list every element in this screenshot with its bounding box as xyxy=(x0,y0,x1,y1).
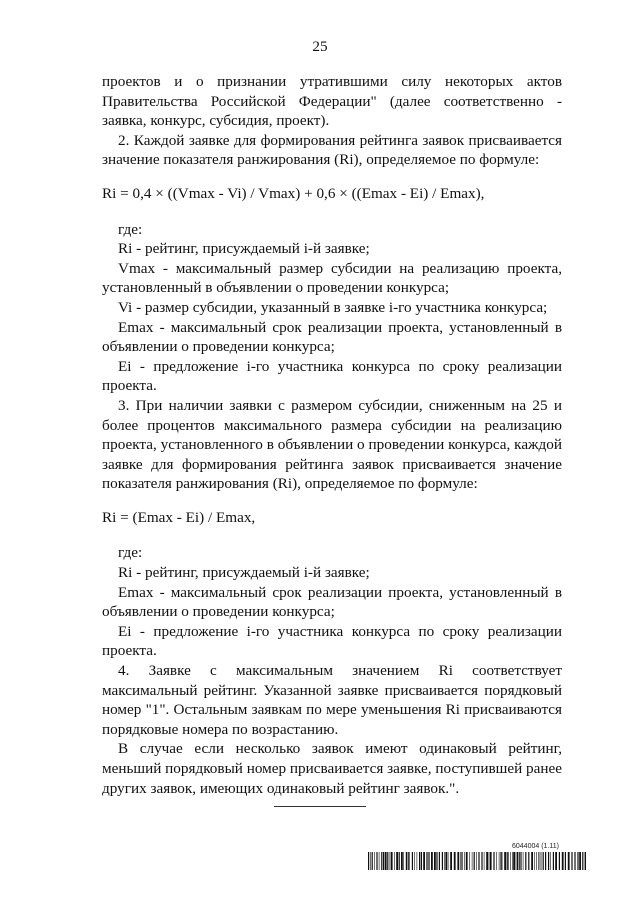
definition-vmax: Vmax - максимальный размер субсидии на реализацию проекта, установленный в объявлении о проведении конкурса; xyxy=(102,259,562,297)
definition-ri-1: Ri - рейтинг, присуждаемый i-й заявке; xyxy=(118,240,370,258)
definition-vi: Vi - размер субсидии, указанный в заявке i-го участника конкурса; xyxy=(118,298,548,316)
barcode xyxy=(368,852,586,870)
document-code: 6044004 (1.11) xyxy=(512,843,559,850)
paragraph-item-3: 3. При наличии заявки с размером субсидии, сниженным на 25 и более процентов максимального размера субсидии на реализацию проекта, установленного в объявлении о проведении конкурса, каждой заявке для формирования рейтинга заявок присваивается значение показателя ранжирования (Ri), определяемое по формуле: xyxy=(102,396,562,493)
where-label-2: где: xyxy=(118,544,143,562)
where-label-1: где: xyxy=(118,220,143,238)
definition-emax-1: Emax - максимальный срок реализации проекта, установленный в объявлении о проведении конкурса; xyxy=(102,318,562,356)
separator-line xyxy=(274,806,366,807)
definition-ei-2: Ei - предложение i-го участника конкурса по сроку реализации проекта. xyxy=(102,622,562,660)
definition-ri-2: Ri - рейтинг, присуждаемый i-й заявке; xyxy=(118,564,370,582)
definition-ei-1: Ei - предложение i-го участника конкурса по сроку реализации проекта. xyxy=(102,357,562,395)
paragraph-item-2: 2. Каждой заявке для формирования рейтинга заявок присваивается значение показателя ранжирования (Ri), определяемое по формуле: xyxy=(102,131,562,169)
formula-1: Ri = 0,4 × ((Vmax - Vi) / Vmax) + 0,6 × ((Emax - Ei) / Emax), xyxy=(102,184,485,202)
document-body xyxy=(102,72,562,798)
paragraph-item-4: 4. Заявке с максимальным значением Ri соответствует максимальный рейтинг. Указанной заявке присваивается порядковый номер "1". Остальным заявкам по мере уменьшения Ri присваиваются порядковые номера по возрастанию. xyxy=(102,662,562,738)
paragraph-equal-rating: В случае если несколько заявок имеют одинаковый рейтинг, меньший порядковый номер присваивается заявке, поступившей ранее других заявок, имеющих одинаковый рейтинг заявок.". xyxy=(102,740,562,797)
definition-emax-2: Emax - максимальный срок реализации проекта, установленный в объявлении о проведении конкурса; xyxy=(102,583,562,621)
formula-2: Ri = (Emax - Ei) / Emax, xyxy=(102,508,256,526)
paragraph-continuation: проектов и о признании утратившими силу некоторых актов Правительства Российской Федерации" (далее соответственно - заявка, конкурс, субсидия, проект). xyxy=(102,73,562,130)
page-number: 25 xyxy=(312,38,328,55)
